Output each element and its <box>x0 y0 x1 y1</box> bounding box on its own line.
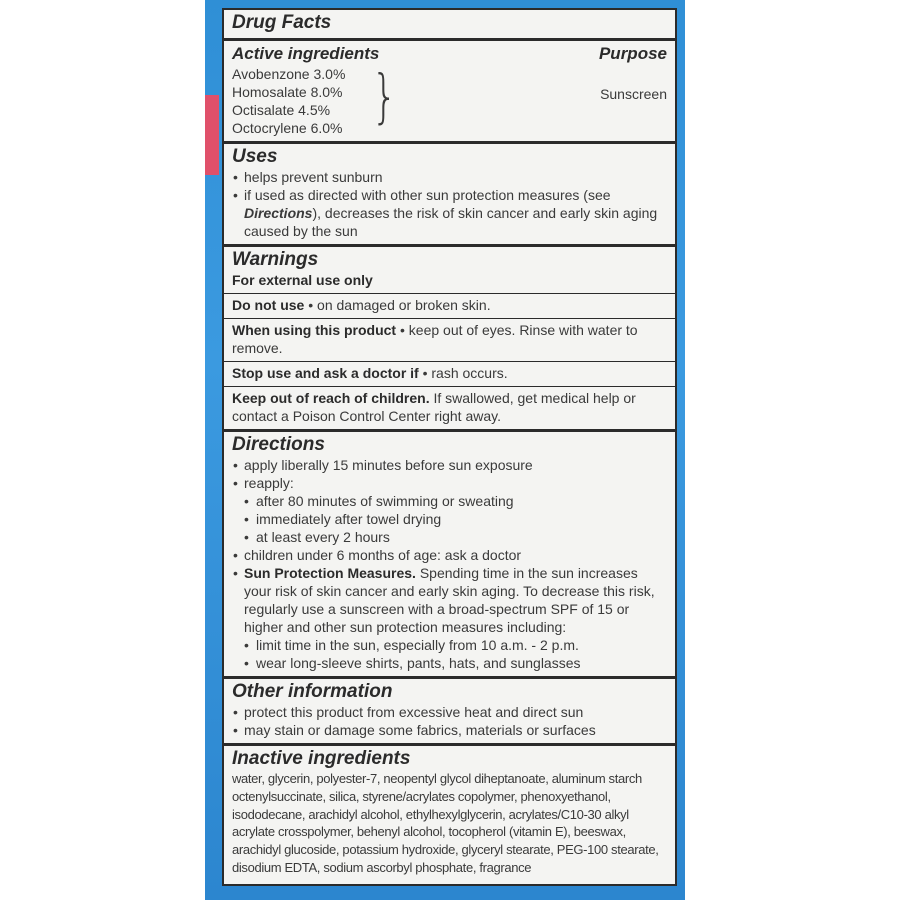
purpose-heading: Purpose <box>598 44 667 63</box>
uses-item: • helps prevent sunburn <box>232 168 667 186</box>
other-information-list <box>232 703 667 739</box>
inactive-ingredients-heading: Inactive ingredients <box>232 748 411 769</box>
sun-protection-subitem: • limit time in the sun, especially from 10 a.m. - 2 p.m. <box>232 636 667 654</box>
do-not-use-label: Do not use <box>232 297 305 313</box>
directions-section <box>224 432 675 679</box>
when-using-label: When using this product <box>232 322 397 338</box>
other-information-heading: Other information <box>232 681 393 702</box>
bullet: • <box>400 322 409 338</box>
directions-item: • children under 6 months of age: ask a doctor <box>232 546 667 564</box>
purpose-value: Sunscreen <box>600 86 667 102</box>
directions-item: • reapply: <box>232 474 667 492</box>
drug-facts-header <box>224 10 675 41</box>
inactive-ingredients-section <box>224 746 675 881</box>
active-ingredients-heading: Active ingredients <box>232 44 380 63</box>
sun-protection-subitem: • wear long-sleeve shirts, pants, hats, and sunglasses <box>232 654 667 672</box>
when-using-row <box>224 319 675 362</box>
ingredient-item: Octocrylene 6.0% <box>232 120 343 136</box>
directions-item: • apply liberally 15 minutes before sun exposure <box>232 456 667 474</box>
directions-reference: Directions <box>244 205 313 221</box>
ingredient-item: Octisalate 4.5% <box>232 102 331 118</box>
active-ingredients-header <box>232 43 667 65</box>
keep-out-row <box>224 387 675 432</box>
directions-subitem: • immediately after towel drying <box>232 510 667 528</box>
external-use-text: For external use only <box>232 272 373 288</box>
warnings-heading: Warnings <box>232 249 319 270</box>
stop-use-text: rash occurs. <box>431 365 508 381</box>
ingredients-row <box>232 62 667 137</box>
other-information-section <box>224 679 675 746</box>
bottle-red-stripe <box>205 95 219 175</box>
when-using-text: keep out of eyes. Rinse with water to remove. <box>232 322 638 356</box>
directions-list <box>232 456 667 672</box>
stop-use-row <box>224 362 675 387</box>
uses-list <box>232 168 667 240</box>
brace-glyph: } <box>371 62 398 130</box>
ingredient-list <box>232 65 367 137</box>
keep-out-label: Keep out of reach of children. <box>232 390 430 406</box>
bullet: • <box>308 297 318 313</box>
active-ingredients-section <box>224 41 675 144</box>
warnings-section <box>224 247 675 294</box>
other-information-item: • may stain or damage some fabrics, materials or surfaces <box>232 721 667 739</box>
uses-section <box>224 144 675 247</box>
sun-protection-text: Spending time in the sun increases your risk of skin cancer and early skin aging. To decrease this risk, regularly use a sunscreen with a broad-spectrum SPF of 15 or higher and other sun protection measures including: <box>244 565 655 635</box>
directions-subitem: • at least every 2 hours <box>232 528 667 546</box>
sun-protection-item <box>232 564 667 636</box>
bullet: • <box>422 365 432 381</box>
do-not-use-text: on damaged or broken skin. <box>317 297 491 313</box>
directions-subitem: • after 80 minutes of swimming or sweating <box>232 492 667 510</box>
inactive-ingredients-text: water, glycerin, polyester-7, neopentyl glycol diheptanoate, aluminum starch octenylsuccinate, silica, styrene/acrylates copolymer, phenoxyethanol, isododecane, arachidyl alcohol, ethylhexylglycerin, acrylates/C10-30 alkyl acrylate crosspolymer, behenyl alcohol, tocopherol (vitamin E), beeswax, arachidyl glucoside, potassium hydroxide, glyceryl stearate, PEG-100 stearate, disodium EDTA, sodium ascorbyl phosphate, fragrance <box>232 771 659 875</box>
ingredient-item: Homosalate 8.0% <box>232 84 343 100</box>
uses-item <box>232 186 667 240</box>
uses-text: if used as directed with other sun protection measures (see <box>244 187 611 203</box>
do-not-use-row <box>224 294 675 319</box>
drug-facts-title: Drug Facts <box>232 12 332 33</box>
uses-heading: Uses <box>232 146 278 167</box>
uses-text: ), decreases the risk of skin cancer and early skin aging caused by the sun <box>244 205 658 239</box>
sun-protection-label: Sun Protection Measures. <box>244 565 416 581</box>
stop-use-label: Stop use and ask a doctor if <box>232 365 419 381</box>
drug-facts-panel <box>222 8 677 886</box>
other-information-item: • protect this product from excessive heat and direct sun <box>232 703 667 721</box>
keep-out-text: If swallowed, get medical help or contact a Poison Control Center right away. <box>232 390 636 424</box>
directions-heading: Directions <box>232 434 325 455</box>
ingredient-item: Avobenzone 3.0% <box>232 66 346 82</box>
